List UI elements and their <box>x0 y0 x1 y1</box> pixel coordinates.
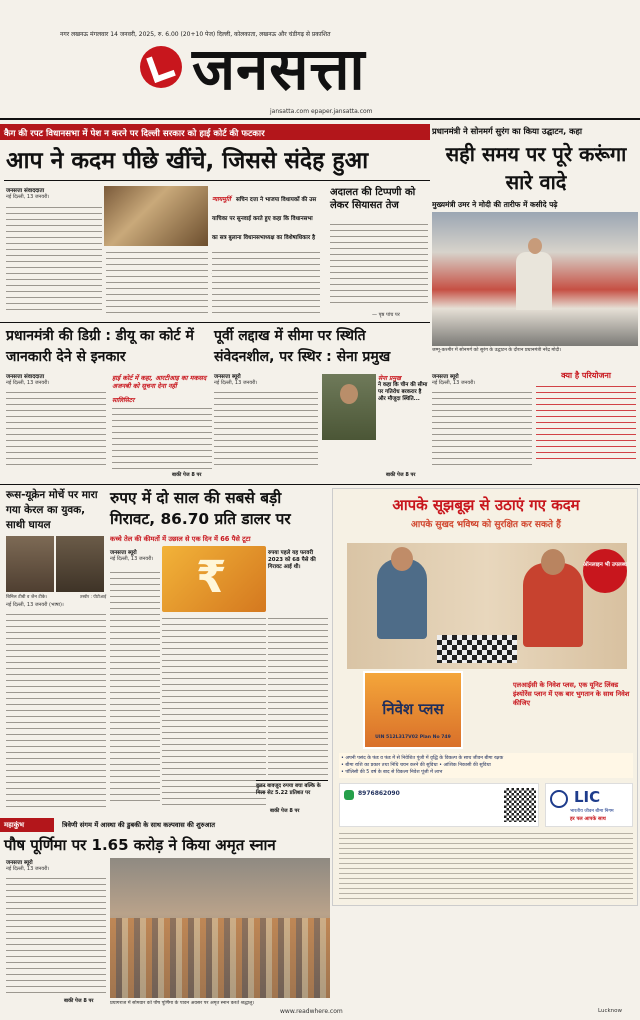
ad-feature: • अपनी पसंद के फंड व फंड में से निवेशित पूंजी में वृद्धि के विकल्प के साथ जीवन बीमा रक्षक <box>341 756 504 761</box>
army-chief-photo <box>322 374 376 440</box>
ladakh-quote-label: सेना प्रमुख <box>378 375 401 382</box>
lead-side-credit: — पृष्ठ पांच पर <box>372 312 400 318</box>
ad-feature: • बीमा राशि का प्रकार तथा निधि चयन करने की सुविधा • आंशिक निकासी की सुविधा <box>341 763 491 768</box>
lead-text-lines-4 <box>330 222 428 308</box>
ad-features <box>339 753 633 778</box>
project-box-text <box>536 384 636 464</box>
kashmir-text-lines <box>432 390 532 470</box>
russia-text-lines <box>6 612 106 810</box>
degree-text-lines-2 <box>112 406 212 470</box>
mahakumbh-caption: प्रयागराज में सोमवार को पौष पूर्णिमा के पावन अवसर पर अमृत स्नान करते श्रद्धालु। <box>110 1001 255 1006</box>
ladakh-headline: पूर्वी लद्दाख में सीमा पर स्थिति संवेदनशील, पर स्थिर : सेना प्रमुख <box>214 328 391 365</box>
lead-text-lines-3 <box>212 250 320 316</box>
lead-byline: जनसत्ता संवाददाता <box>6 188 45 194</box>
lead-rule <box>4 180 430 181</box>
ad-online-badge: ऑनलाइन भी उपलब्ध <box>583 549 627 593</box>
pm-headline: सही समय पर पूरे करूंगा सारे वादे <box>445 142 627 194</box>
ladakh-byline-block <box>214 372 318 386</box>
mahakumbh-dateline: नई दिल्ली, 13 जनवरी। <box>6 866 50 872</box>
edition-line: नगर लखनऊ मंगलवार 14 जनवरी, 2025, रु. 6.00 (20+10 पेज) दिल्ली, कोलकाता, लखनऊ और चंडीगढ़ से प्रकाशित <box>60 31 331 38</box>
ladakh-continue: बाकी पेज 8 पर <box>386 472 416 478</box>
ad-subhead: आपके सुखद भविष्य को सुरक्षित कर सकते हैं <box>411 520 561 530</box>
logo-icon <box>140 46 182 88</box>
lic-emblem-icon <box>550 790 568 808</box>
lead-text-lines <box>6 205 102 315</box>
ad-contact-block[interactable] <box>339 783 539 827</box>
degree-dateline: नई दिल्ली, 13 जनवरी। <box>6 380 50 386</box>
lead-body-col1 <box>6 186 102 200</box>
degree-continue: बाकी पेज 8 पर <box>172 472 202 478</box>
rupee-icon: ₹ <box>196 552 227 603</box>
ad-fineprint <box>339 831 633 901</box>
ladakh-quote <box>378 374 430 403</box>
pm-caption: जम्मू-कश्मीर में सोनमर्ग को सुरंग के उद्घाटन के दौरान प्रधानमंत्री नरेंद्र मोदी। <box>432 348 562 353</box>
kashmir-dateline: नई दिल्ली, 13 जनवरी। <box>432 380 476 386</box>
mahakumbh-byline: जनसत्ता ब्यूरो <box>6 860 33 866</box>
degree-pullquote: हाई कोर्ट में कहा, आरटीआइ का मकसद अजनबी को सूचना देना नहीं <box>112 374 207 390</box>
russia-photo1-caption: बिनिल टीबी व जैन टीके। <box>6 595 48 600</box>
degree-text-lines <box>6 390 106 470</box>
rupee-text-lines-3 <box>268 616 328 776</box>
lead-photo <box>104 186 208 246</box>
russia-photo-1 <box>6 536 54 592</box>
lic-advertisement[interactable] <box>332 488 638 906</box>
ad-feature: • पॉलिसी की 5 वर्ष के बाद से विकल्प निवेश पूंजी में लाभ <box>341 770 443 775</box>
lic-name: LIC <box>574 788 601 806</box>
pm-subhead: मुख्यमंत्री उमर ने मोदी की तारीफ में कसीदे पढ़े <box>432 200 558 209</box>
brand-title: जनसत्ता <box>192 35 366 103</box>
lic-full-name: भारतीय जीवन बीमा निगम <box>570 809 614 814</box>
mahakumbh-photo <box>110 858 330 998</box>
lead-dateline: नई दिल्ली, 13 जनवरी। <box>6 194 50 200</box>
website-links[interactable]: jansatta.com epaper.jansatta.com <box>270 108 373 115</box>
mahakumbh-headline: पौष पूर्णिमा पर 1.65 करोड़ ने किया अमृत स्नान <box>4 836 276 854</box>
degree-headline: प्रधानमंत्री की डिग्री : डीयू का कोर्ट में जानकारी देने से इनकार <box>6 328 194 365</box>
ladakh-byline: जनसत्ता ब्यूरो <box>214 374 241 380</box>
rupee-text-lines-2 <box>162 616 266 806</box>
qr-icon <box>504 788 536 822</box>
degree-byline-block <box>6 372 106 386</box>
phone-icon <box>344 790 354 800</box>
ladakh-dateline: नई दिल्ली, 13 जनवरी। <box>214 380 258 386</box>
pm-photo <box>432 212 638 346</box>
rupee-text-lines-1 <box>110 570 160 802</box>
rupee-symbol-graphic <box>162 546 266 612</box>
divider-1 <box>0 322 430 323</box>
masthead-rule <box>0 118 640 120</box>
divider-2 <box>0 484 640 485</box>
russia-headline: रूस-यूक्रेन मोर्चे पर मारा गया केरल का युवक, साथी घायल <box>6 489 98 531</box>
rupee-byline: जनसत्ता ब्यूरो <box>110 550 137 556</box>
top-kicker-right: प्रधानमंत्री ने सोनमर्ग सुरंग का किया उद्घाटन, कहा <box>432 126 583 136</box>
russia-dateline: नई दिल्ली, 13 जनवरी (भाषा)। <box>6 602 64 608</box>
rupee-continue: बाकी पेज 8 पर <box>270 808 300 814</box>
rupee-subhead: कच्चे तेल की कीमतों में उछाल से एक दिन में 66 पैसे टूटा <box>110 535 251 543</box>
kashmir-byline: जनसत्ता ब्यूरो <box>432 374 459 380</box>
mahakumbh-continue: बाकी पेज 8 पर <box>64 998 94 1004</box>
lead-quote-text: सचिन दत्ता ने भाजपा विधायकों की उस याचिका पर सुनवाई करते हुए कहा कि विधानसभा का सत्र बुलाना विधानसभाध्यक्ष का विशेषाधिकार है <box>212 197 317 241</box>
degree-lawyer: सालिसिटर <box>112 397 135 404</box>
rupee-box: बुलन बावजूद रुपया बचा बल्कि के मिला सेट 5.22 प्रतिशत पर <box>256 780 328 797</box>
mahakumbh-kicker: महाकुंभ <box>0 818 54 832</box>
ad-plan-uin: UIN 512L317V02 Plan No 749 <box>375 735 451 740</box>
lead-side-heading: अदालत की टिप्पणी को लेकर सियासत तेज <box>330 187 416 211</box>
rupee-note: रुपया पहले यह फरवरी 2023 को 68 पैसे की गिरावट आई थी। <box>268 550 316 570</box>
lead-quote-label: न्यायमूर्ति <box>212 196 231 203</box>
ad-right-text: एलआईसी के निवेश प्लस, एक यूनिट लिंक्ड इंश्योरेंस प्लान में एक बार भुगतान के साथ निवेश कीजिए <box>513 681 630 707</box>
ad-plan-name: निवेश प्लस <box>382 700 444 718</box>
project-box-title: क्या है परियोजना <box>561 371 611 380</box>
top-kicker-left: कैग की रपट विधानसभा में पेश न करने पर दिल्ली सरकार को हाई कोर्ट की फटकार <box>0 124 430 140</box>
russia-photo-2 <box>56 536 104 592</box>
rupee-byline-block <box>110 548 160 562</box>
degree-byline: जनसत्ता संवाददाता <box>6 374 45 380</box>
kashmir-byline-block <box>432 372 532 386</box>
ladakh-text-lines <box>214 390 318 470</box>
footer-url[interactable]: www.readwhere.com <box>280 1008 343 1015</box>
mahakumbh-byline-block <box>6 858 106 872</box>
ladakh-quote-text: ने कहा कि चीन की सीमा पर गतिरोध बरकरार है और मौजूदा स्थिति... <box>378 382 428 402</box>
rupee-dateline: नई दिल्ली, 13 जनवरी। <box>110 556 154 562</box>
ad-phone: 8976862090 <box>358 790 400 797</box>
footer-city: Lucknow <box>598 1008 623 1014</box>
mahakumbh-text-lines <box>6 876 106 996</box>
lead-text-lines-2 <box>106 250 208 316</box>
lead-headline: आप ने कदम पीछे खींचे, जिससे संदेह हुआ <box>6 148 369 174</box>
mahakumbh-strap: त्रिवेणी संगम में आस्था की डुबकी के साथ कल्पवास की शुरुआत <box>62 821 216 829</box>
rupee-headline: रुपए में दो साल की सबसे बड़ी गिरावट, 86.70 प्रति डालर पर <box>110 489 291 528</box>
russia-photo2-caption: तस्वीर : पीटीआई <box>80 594 107 599</box>
lic-logo <box>545 783 633 827</box>
ad-plan-card <box>363 671 463 749</box>
lic-tagline: हर पल आपके साथ <box>570 816 606 822</box>
ad-headline: आपके सूझबूझ से उठाएं गए कदम <box>392 496 580 514</box>
